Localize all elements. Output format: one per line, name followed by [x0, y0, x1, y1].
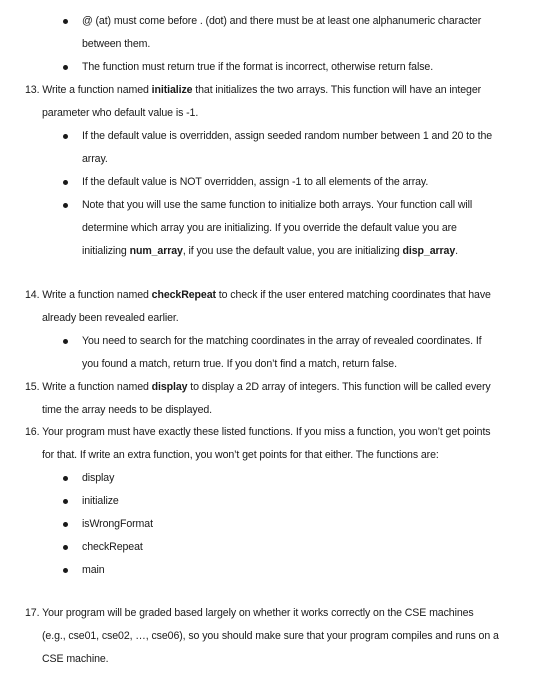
- bullet: [63, 180, 68, 185]
- bullet: [63, 19, 68, 24]
- bullet-text: If the default value is NOT overridden, assign -1 to all elements of the array.: [82, 176, 429, 188]
- bullet-text-cont: you found a match, return true. If you don’t find a match, return false.: [82, 358, 397, 370]
- bullet-text: @ (at) must come before . (dot) and there must be at least one alphanumeric character: [82, 15, 482, 27]
- item-14: 14. Write a function named checkRepeat to check if the user entered matching coordinates that have: [25, 289, 491, 301]
- item-15: 15. Write a function named display to display a 2D array of integers. This function will be called every: [25, 381, 491, 393]
- function-list-item: initialize: [82, 495, 119, 507]
- item-16: 16. Your program must have exactly these listed functions. If you miss a function, you won’t get points: [25, 426, 491, 438]
- bullet-text: You need to search for the matching coordinates in the array of revealed coordinates. If: [82, 335, 482, 347]
- bullet-text-cont: between them.: [82, 38, 151, 50]
- item-15-cont: time the array needs to be displayed.: [42, 404, 213, 416]
- item-17-cont: (e.g., cse01, cse02, …, cse06), so you should make sure that your program compiles and runs on a: [42, 630, 499, 642]
- bullet: [63, 65, 68, 70]
- bullet-text: If the default value is overridden, assign seeded random number between 1 and 20 to the: [82, 130, 493, 142]
- bullet-text-cont: determine which array you are initializing. If you override the default value you are: [82, 222, 457, 234]
- function-list-item: checkRepeat: [82, 541, 143, 553]
- function-list-item: isWrongFormat: [82, 518, 153, 530]
- bullet-text-cont: array.: [82, 153, 108, 165]
- bullet: [63, 568, 68, 573]
- bullet: [63, 522, 68, 527]
- bullet-text: Note that you will use the same function to initialize both arrays. Your function call will: [82, 199, 473, 211]
- item-17-cont: CSE machine.: [42, 653, 109, 665]
- item-16-cont: for that. If write an extra function, you won’t get points for that either. The functions are:: [42, 449, 439, 461]
- function-list-item: main: [82, 564, 105, 576]
- item-13-cont: parameter who default value is -1.: [42, 107, 199, 119]
- bullet: [63, 545, 68, 550]
- bullet: [63, 339, 68, 344]
- item-13: 13. Write a function named initialize that initializes the two arrays. This function will have an integer: [25, 84, 482, 96]
- bullet-text-cont: initializing num_array, if you use the default value, you are initializing disp_array.: [82, 245, 458, 257]
- bullet: [63, 499, 68, 504]
- bullet: [63, 134, 68, 139]
- bullet: [63, 203, 68, 208]
- bullet-text: The function must return true if the format is incorrect, otherwise return false.: [82, 61, 434, 73]
- bullet: [63, 476, 68, 481]
- function-list-item: display: [82, 472, 115, 484]
- item-17: 17. Your program will be graded based largely on whether it works correctly on the CSE machines: [25, 607, 474, 619]
- item-14-cont: already been revealed earlier.: [42, 312, 179, 324]
